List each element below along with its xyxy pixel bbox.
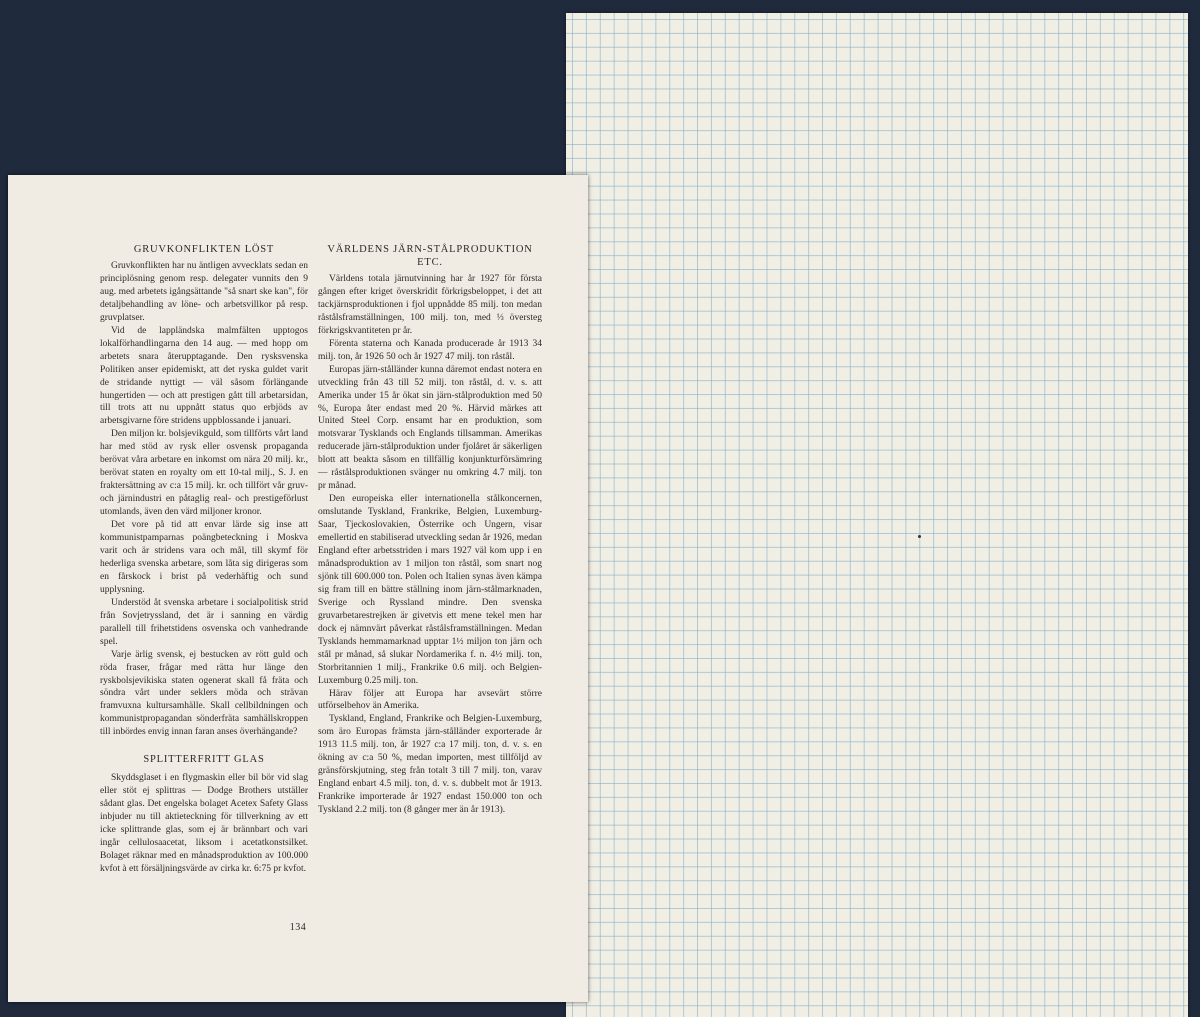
printed-page (8, 175, 588, 1002)
article-heading-splitterfritt: SPLITTERFRITT GLAS (143, 754, 265, 766)
paragraph: Den miljon kr. bolsjevikguld, som tillförts vårt land har med stöd av rysk eller osvensk propaganda berövat våra arbetare en inkomst om nära 20 milj. kr., berövat staten en royalty om ett 10-tal milj., S. J. en fraktersättning av c:a 15 milj. kr. och tillfört vår gruv- och järnindustri en påtaglig real- och prestigeförlust utomlands, även den värd miljoner kronor. (100, 429, 308, 518)
paragraph: Tyskland, England, Frankrike och Belgien-Luxemburg, som äro Europas främsta järn-stålländer exporterade år 1913 11.5 milj. ton, år 1927 c:a 17 milj. ton, d. v. s. en ökning av c:a 50 %, medan importen, mest tillföljd av gränsförskjutning, steg från totalt 3 till 7 milj. ton, varav England enbart 4.5 milj. ton, d. v. s. dubbelt mot år 1913. Frankrike importerade år 1927 endast 150.000 ton och Tyskland 2.2 milj. ton (8 gånger mer än år 1913). (318, 714, 542, 816)
right-column (318, 243, 542, 817)
paragraph: Vid de lappländska malmfälten upptogos lokalförhandlingarna den 14 aug. — med hopp om arbetets snara återupptagande. Den rysksvenska Politiken anser epidemiskt, att det ryska guldet varit de stridande nyttigt — väl såsom förlängande hungertiden — och att prestigen gått till arbetarsidan, till trots att nu uppnått status quo erbjöds av arbetsgivarne före stridens uppblossande i januari. (100, 325, 308, 427)
graph-paper-sheet (566, 13, 1188, 1017)
paragraph: Understöd åt svenska arbetare i socialpolitisk strid från Sovjetryssland, det är i sanning en värdig parallell till frihetstidens osvenska och vanhedrande spel. (100, 597, 308, 647)
paragraph: Det vore på tid att envar lärde sig inse att kommunistpamparnas poängbeteckning i Moskva varit och är stridens vara och mål, till skymf för hederliga svenska arbetare, som låta sig dirigeras som en fårskock i brist på vederhäftig och sund upplysning. (100, 520, 308, 595)
left-column (100, 243, 308, 876)
paragraph: Världens totala järnutvinning har år 1927 för första gången efter kriget överskridit förkrigsbeloppet, i det att tackjärnsproduktionen i fjol uppnådde 85 milj. ton medan råstålsframställningen, 100 milj. ton, med ⅓ översteg förkrigskvantiteten pr år. (318, 274, 542, 336)
paragraph: Härav följer att Europa har avsevärt större utförselbehov än Amerika. (318, 688, 542, 712)
page-number: 134 (289, 922, 307, 933)
paragraph: Gruvkonflikten har nu äntligen avvecklats sedan en principlösning genom resp. delegater vunnits den 9 aug. med arbetets igångsättande "så snart ske kan", för detaljbehandling av löne- och arbetsvillkor på resp. gruvplatser. (100, 261, 308, 323)
paragraph: Den europeiska eller internationella stålkoncernen, omslutande Tyskland, Frankrike, Belgien, Luxemburg-Saar, Tjeckoslovakien, Österrike och Ungern, visar emellertid en stabiliserad utveckling sedan år 1926, medan England efter arbetsstriden i mars 1927 väl kom upp i en månadsproduktion av 1 miljon ton råstål, som snart nog sjönk till 600.000 ton. Polen och Italien synas även kämpa sig fram till en bättre ställning inom järn-stålmarknaden, Sverige och Ryssland mindre. Den svenska gruvarbetarestrejken är givetvis ett mene tekel men har dock ej nämnvärt påverkat råstålsframställningen. Medan Tysklands hemmamarknad upptar 1½ miljon ton järn och stål pr månad, så slukar Nordamerika f. n. 4½ milj. ton, Storbritannien 1 milj., Frankrike 0.6 milj. och Belgien-Luxemburg 0.25 milj. ton. (318, 494, 542, 686)
article-heading-gruvkonflikten: GRUVKONFLIKTEN LÖST (133, 244, 275, 255)
ink-speck (918, 535, 921, 538)
paragraph: Skyddsglaset i en flygmaskin eller bil bör vid slag eller stöt ej splittras — Dodge Brothers utställer sådant glas. Det engelska bolaget Acetex Safety Glass inbjuder nu till aktieteckning för tillverkning av ett icke splittrande glas, som ej är brännbart och vari ingår cellulosaacetat, liksom i acetatkonstsilket. Bolaget räknar med en månadsproduktion av 100.000 kvfot à ett försäljningsvärde av cirka kr. 6:75 pr kvfot. (100, 773, 308, 874)
paragraph: Förenta staterna och Kanada producerade år 1913 34 milj. ton, år 1926 50 och år 1927 47 milj. ton råstål. (318, 338, 542, 362)
article-heading-jarn-stal: VÄRLDENS JÄRN-STÅLPRODUKTION ETC. (327, 244, 533, 268)
paragraph: Varje ärlig svensk, ej bestucken av rött guld och röda fraser, frågar med rätta hur länge den ryskbolsjevikiska staten ogenerat skall få fräta och söndra vårt under seklers möda och strävan framvuxna kultursamhälle. Skall cellbildningen och kommunistpropagandan sönderfräta samhällskroppen till inbördes envig innan faran anses överhängande? (100, 649, 308, 738)
paragraph: Europas järn-stålländer kunna däremot endast notera en utveckling från 43 till 52 milj. ton råstål, d. v. s. att Amerika under 15 år ökat sin järn-stålproduktion med 50 %, Europa åter endast med 20 %. Härvid märkes att United Steel Corp. ensamt har en produktion, som motsvarar Tysklands och Englands tillsamman. Amerikas reducerade järn-stålproduktion under fjolåret är säkerligen blott att beakta såsom en tillfällig konjunkturförsämring — råstålsproduktionen svänger nu omkring 4.7 milj. ton pr månad. (318, 364, 542, 492)
